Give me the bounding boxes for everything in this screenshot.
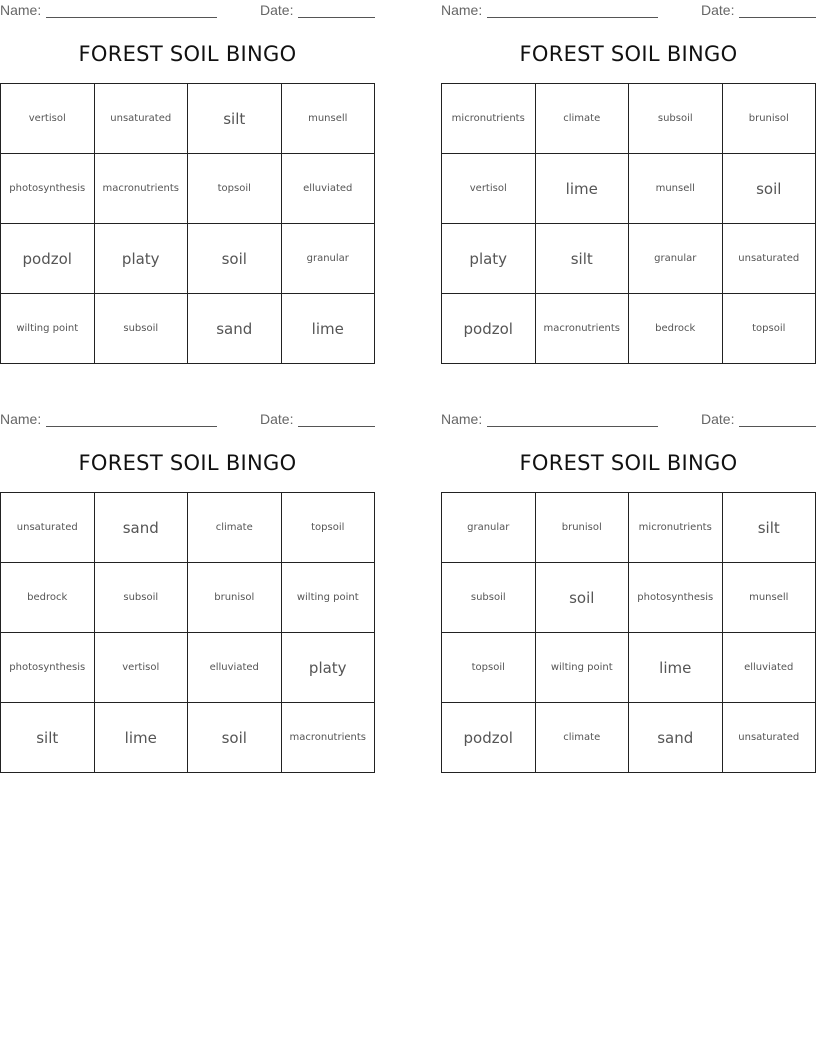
bingo-cell: granular <box>629 224 723 294</box>
bingo-cell: photosynthesis <box>1 633 95 703</box>
bingo-cell: vertisol <box>1 84 95 154</box>
date-label: Date: <box>260 2 294 18</box>
grid-row <box>1 294 375 364</box>
card-header <box>0 411 375 429</box>
bingo-cell: soil <box>188 703 282 773</box>
bingo-cell: macronutrients <box>281 703 375 773</box>
bingo-cell: brunisol <box>535 493 629 563</box>
bingo-cell: topsoil <box>188 154 282 224</box>
bingo-cell: sand <box>629 703 723 773</box>
name-label: Name: <box>441 2 483 18</box>
grid-row <box>442 493 816 563</box>
date-label: Date: <box>260 411 294 427</box>
name-label: Name: <box>441 411 483 427</box>
bingo-cell: unsaturated <box>94 84 188 154</box>
grid-row <box>1 154 375 224</box>
bingo-cell: granular <box>281 224 375 294</box>
bingo-cell: soil <box>535 563 629 633</box>
bingo-cell: silt <box>188 84 282 154</box>
bingo-cell: topsoil <box>722 294 816 364</box>
date-blank-line <box>298 426 375 427</box>
grid-row <box>442 154 816 224</box>
bingo-cell: photosynthesis <box>629 563 723 633</box>
bingo-cell: elluviated <box>722 633 816 703</box>
grid-row <box>442 563 816 633</box>
bingo-cell: vertisol <box>442 154 536 224</box>
bingo-cell: silt <box>722 493 816 563</box>
bingo-cell: podzol <box>442 294 536 364</box>
bingo-cell: topsoil <box>442 633 536 703</box>
bingo-cell: climate <box>188 493 282 563</box>
grid-row <box>1 493 375 563</box>
grid-row <box>442 224 816 294</box>
date-blank-line <box>739 17 816 18</box>
bingo-cell: sand <box>94 493 188 563</box>
date-blank-line <box>739 426 816 427</box>
bingo-cell: subsoil <box>629 84 723 154</box>
grid-row <box>1 633 375 703</box>
grid-row <box>442 703 816 773</box>
bingo-cell: micronutrients <box>442 84 536 154</box>
bingo-cell: subsoil <box>442 563 536 633</box>
grid-row <box>442 633 816 703</box>
bingo-grid <box>0 83 375 364</box>
bingo-cell: munsell <box>722 563 816 633</box>
card-title: FOREST SOIL BINGO <box>78 42 297 66</box>
bingo-cell: unsaturated <box>722 703 816 773</box>
bingo-cell: wilting point <box>535 633 629 703</box>
bingo-cell: soil <box>722 154 816 224</box>
bingo-cell: podzol <box>442 703 536 773</box>
bingo-cell: brunisol <box>188 563 282 633</box>
bingo-cell: unsaturated <box>722 224 816 294</box>
bingo-cell: silt <box>1 703 95 773</box>
bingo-grid <box>441 492 816 773</box>
bingo-cell: lime <box>629 633 723 703</box>
bingo-cell: granular <box>442 493 536 563</box>
bingo-cell: micronutrients <box>629 493 723 563</box>
bingo-card-1 <box>0 0 375 363</box>
bingo-cell: elluviated <box>281 154 375 224</box>
bingo-cell: platy <box>94 224 188 294</box>
grid-row <box>1 84 375 154</box>
bingo-card-4 <box>441 409 816 772</box>
bingo-cell: elluviated <box>188 633 282 703</box>
bingo-cell: sand <box>188 294 282 364</box>
bingo-cell: bedrock <box>629 294 723 364</box>
grid-row <box>442 84 816 154</box>
grid-row <box>1 224 375 294</box>
card-title: FOREST SOIL BINGO <box>519 42 738 66</box>
bingo-cell: silt <box>535 224 629 294</box>
date-label: Date: <box>701 2 735 18</box>
card-title: FOREST SOIL BINGO <box>519 451 738 475</box>
bingo-cell: bedrock <box>1 563 95 633</box>
card-title: FOREST SOIL BINGO <box>78 451 297 475</box>
bingo-cell: unsaturated <box>1 493 95 563</box>
bingo-card-3 <box>0 409 375 772</box>
bingo-cell: subsoil <box>94 563 188 633</box>
bingo-cell: podzol <box>1 224 95 294</box>
bingo-cell: wilting point <box>281 563 375 633</box>
card-header <box>441 411 816 429</box>
date-blank-line <box>298 17 375 18</box>
card-header <box>0 2 375 20</box>
bingo-cell: lime <box>535 154 629 224</box>
grid-row <box>1 563 375 633</box>
bingo-cell: vertisol <box>94 633 188 703</box>
name-blank-line <box>487 426 658 427</box>
bingo-cell: platy <box>442 224 536 294</box>
bingo-cell: brunisol <box>722 84 816 154</box>
card-header <box>441 2 816 20</box>
bingo-card-2 <box>441 0 816 363</box>
bingo-cell: soil <box>188 224 282 294</box>
name-blank-line <box>487 17 658 18</box>
bingo-cell: macronutrients <box>535 294 629 364</box>
bingo-grid <box>0 492 375 773</box>
bingo-cell: climate <box>535 703 629 773</box>
bingo-cell: munsell <box>629 154 723 224</box>
grid-row <box>442 294 816 364</box>
name-blank-line <box>46 426 217 427</box>
date-label: Date: <box>701 411 735 427</box>
bingo-grid <box>441 83 816 364</box>
name-label: Name: <box>0 411 42 427</box>
name-blank-line <box>46 17 217 18</box>
bingo-cell: subsoil <box>94 294 188 364</box>
bingo-cell: photosynthesis <box>1 154 95 224</box>
bingo-cell: lime <box>281 294 375 364</box>
bingo-cell: platy <box>281 633 375 703</box>
bingo-cell: topsoil <box>281 493 375 563</box>
bingo-cell: munsell <box>281 84 375 154</box>
bingo-cell: climate <box>535 84 629 154</box>
grid-row <box>1 703 375 773</box>
bingo-cell: lime <box>94 703 188 773</box>
name-label: Name: <box>0 2 42 18</box>
bingo-cell: macronutrients <box>94 154 188 224</box>
bingo-cell: wilting point <box>1 294 95 364</box>
